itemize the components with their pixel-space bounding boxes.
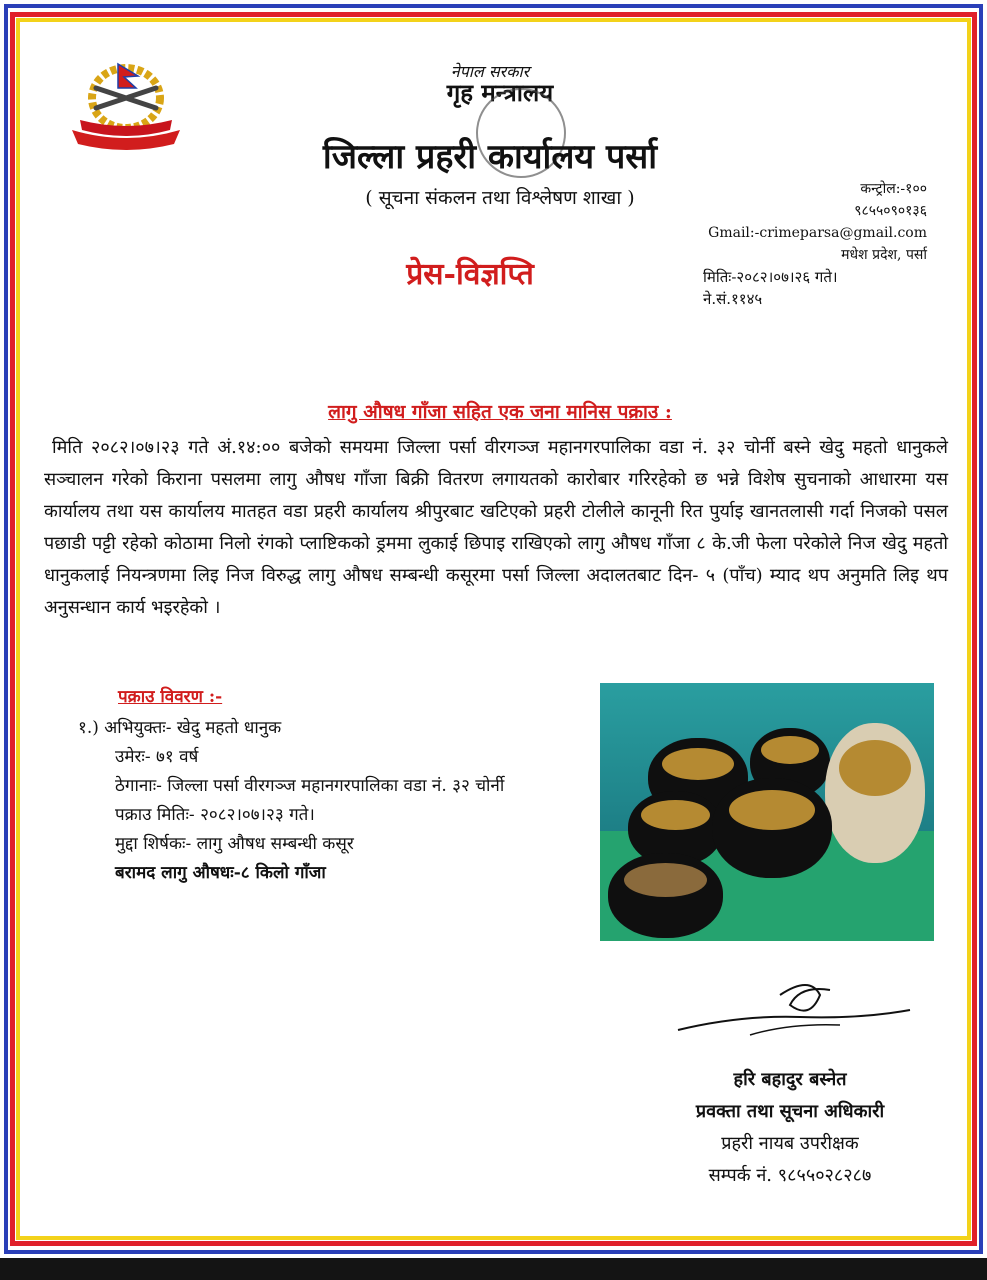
- seized-drugs: बरामद लागु औषधः-८ किलो गाँजा: [115, 863, 326, 883]
- seized-cannabis-photo: [600, 683, 934, 941]
- article-body: मिति २०८२।०७।२३ गते अं.१४:०० बजेको समयमा जिल्ला पर्सा वीरगञ्ज महानगरपालिका वडा नं. ३२ चोर्नी बस्ने खेदु महतो धानुकले सञ्चालन गरेको किराना पसलमा लागु औषध गाँजा बिक्री वितरण लगायतको कारोबार गरिरहेको छ भन्ने विशेष सुचनाको आधारमा यस कार्यालय तथा यस कार्यालय मातहत वडा प्रहरी कार्यालय श्रीपुरबाट खटिएको प्रहरी टोलीले कानूनी रित पुर्याइ खानतलासी गर्दा निजको पसल पछाडी पट्टी रहेको कोठामा निलो रंगको प्लाष्टिकको ड्रममा लुकाई छिपाइ राखिएको लागु औषध गाँजा ८ के.जी फेला परेकोले निज खेदु महतो धानुकलाई नियन्त्रणमा लिइ निज विरुद्ध लागु औषध सम्बन्धी कसूरमा पर्सा जिल्ला अदालतबाट दिन- ५ (पाँच) म्याद थप अनुमति लिइ थप अनुसन्धान कार्य भइरहेको ।: [44, 437, 948, 618]
- contact-phone: ९८५५०९०१३६: [854, 203, 927, 219]
- ministry-label: गृह मन्त्रालय: [446, 78, 554, 107]
- signatory-rank: प्रहरी नायब उपरीक्षक: [721, 1133, 859, 1154]
- white-sack-icon: [825, 723, 925, 863]
- contact-block: [667, 178, 927, 310]
- release-date: मितिः-२०८२।०७।२६ गते।: [703, 268, 838, 286]
- government-label: नेपाल सरकार: [450, 62, 530, 81]
- accused-address: ठेगानाः- जिल्ला पर्सा वीरगञ्ज महानगरपालिका वडा नं. ३२ चोर्नी: [115, 776, 505, 796]
- contact-address: मधेश प्रदेश, पर्सा: [841, 247, 927, 263]
- signatory-phone: सम्पर्क नं. ९८५५०२८२८७: [708, 1165, 872, 1186]
- office-title: जिल्ला प्रहरी कार्यालय पर्सा: [322, 137, 658, 177]
- nepal-police-emblem-icon: [62, 50, 190, 154]
- arrest-details: [78, 714, 598, 888]
- accused-age: उमेरः- ७१ वर्ष: [115, 747, 199, 767]
- accused-name: १.) अभियुक्तः- खेदु महतो धानुक: [78, 718, 282, 738]
- black-bag-icon: [608, 853, 723, 938]
- reference-number: ने.सं.११४५: [703, 290, 763, 308]
- contact-email: Gmail:-crimeparsa@gmail.com: [708, 225, 927, 241]
- signature-mark: [670, 975, 920, 1055]
- arrest-details-heading: पक्राउ विवरण :-: [118, 687, 223, 707]
- press-release-title: प्रेस-विज्ञप्ति: [406, 257, 534, 292]
- arrest-date: पक्राउ मितिः- २०८२।०७।२३ गते।: [115, 805, 315, 825]
- black-bag-icon: [712, 778, 832, 878]
- signatory-name: हरि बहादुर बस्नेत: [733, 1069, 847, 1090]
- case-title: मुद्दा शिर्षकः- लागु औषध सम्बन्धी कसूर: [115, 834, 354, 854]
- signatory-post: प्रवक्ता तथा सूचना अधिकारी: [695, 1101, 885, 1122]
- signatory-block: [640, 1064, 940, 1192]
- control-number: कन्ट्रोल:-१००: [860, 181, 927, 197]
- article-heading: लागु औषध गाँजा सहित एक जना मानिस पक्राउ :: [328, 401, 672, 423]
- branch-subtitle: ( सूचना संकलन तथा विश्लेषण शाखा ): [365, 187, 635, 209]
